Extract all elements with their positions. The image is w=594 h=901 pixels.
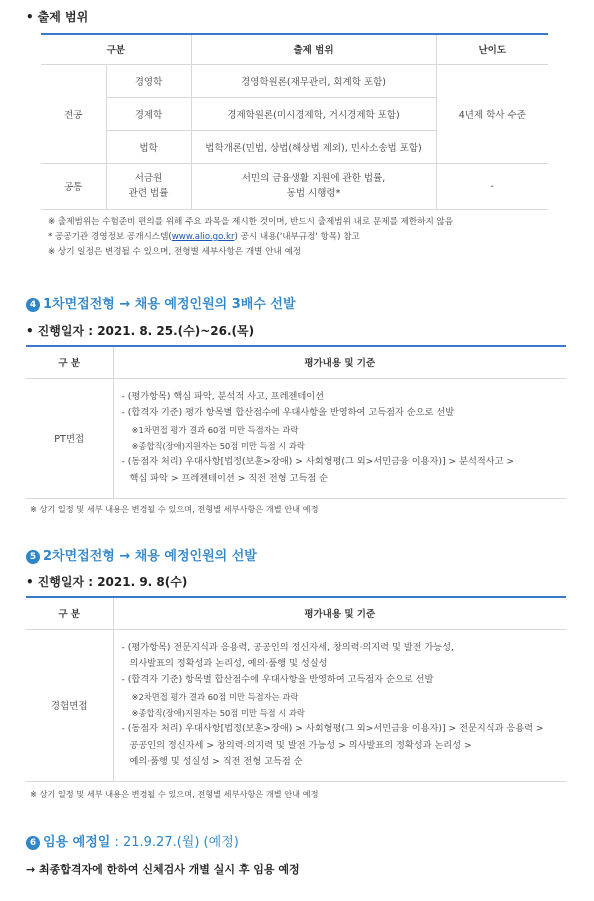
subject-cell: 법학 — [106, 130, 191, 163]
common-label: 공통 — [41, 163, 106, 209]
criteria-line: 의사발표의 정확성과 논리성, 예의·품행 및 성실성 — [129, 658, 328, 670]
step6-title-text: 임용 예정일 — [43, 835, 111, 850]
criteria-line: - (합격자 기준) 항목별 합산점수에 우대사항을 반영하여 고득점자 순으로 선발 — [121, 674, 434, 686]
major-label: 전공 — [41, 64, 106, 163]
step5-title — [26, 545, 257, 564]
common-range-line2: 동법 시행령* — [286, 188, 341, 199]
subject-cell: 경제학 — [106, 97, 191, 130]
step5-row-label: 경험면접 — [26, 629, 113, 781]
scope-section-title: • 출제 범위 — [26, 10, 89, 24]
step4-date-text: 진행일자 : 2021. 8. 25.(수)~26.(목) — [37, 324, 255, 338]
step5-title-text: 2차면접전형 → 채용 예정인원의 선발 — [43, 549, 257, 564]
criteria-subnote: ※종합직(장애)지원자는 50점 미만 득점 시 과락 — [131, 708, 305, 718]
scope-notes — [48, 215, 453, 260]
common-range — [191, 163, 436, 209]
step4-number-icon: 4 — [26, 298, 40, 312]
subject-cell: 경영학 — [106, 64, 191, 97]
alio-link[interactable]: www.alio.go.kr — [171, 232, 235, 242]
common-range-line1: 서민의 금융생활 지원에 관한 법률, — [241, 173, 386, 184]
criteria-line: - (합격자 기준) 평가 항목별 합산점수에 우대사항을 반영하여 고득점자 순으로 선발 — [121, 407, 455, 419]
criteria-line: - (동점자 처리) 우대사항[법정(보훈>장애) > 사회형평(그 외>서민금융 이용자)] > 분석적사고 > — [121, 456, 515, 468]
criteria-line: - (평가항목) 핵심 파악, 분석적 사고, 프레젠테이션 — [121, 391, 324, 403]
common-level: - — [436, 163, 548, 209]
header-level: 난이도 — [436, 34, 548, 64]
scope-title-text: 출제 범위 — [37, 10, 89, 24]
step4-table — [26, 345, 566, 499]
step5-date-text: 진행일자 : 2021. 9. 8(수) — [37, 575, 188, 589]
criteria-line: 핵심 파악 > 프레젠테이션 > 직전 전형 고득점 순 — [129, 472, 329, 484]
major-level: 4년제 학사 수준 — [436, 64, 548, 163]
criteria-line: 예의·품행 및 성실성 > 직전 전형 고득점 순 — [129, 755, 303, 767]
step4-criteria — [113, 378, 566, 498]
step4-row-label: PT면접 — [26, 378, 113, 498]
common-subject — [106, 163, 191, 209]
step5-date: • 진행일자 : 2021. 9. 8(수) — [26, 575, 188, 589]
step6-number-icon: 6 — [26, 836, 40, 850]
criteria-line: 공공인의 정신자세 > 창의력·의지력 및 발전 가능성 > 의사발표의 정확성과 논리성 > — [129, 739, 472, 751]
step4-header-criteria: 평가내용 및 기준 — [113, 346, 566, 378]
criteria-subnote: ※2차면접 평가 결과 60점 미만 득점자는 과락 — [131, 691, 299, 702]
step4-date: • 진행일자 : 2021. 8. 25.(수)~26.(목) — [26, 324, 255, 338]
step4-title-text: 1차면접전형 → 채용 예정인원의 3배수 선발 — [43, 297, 296, 312]
scope-note-3: ※ 상기 일정은 변경될 수 있으며, 전형별 세부사항은 개별 안내 예정 — [48, 247, 302, 257]
criteria-subnote: ※1차면접 평가 결과 60점 미만 득점자는 과락 — [131, 424, 299, 435]
step5-header-category: 구 분 — [26, 597, 113, 629]
range-cell: 경영학원론(재무관리, 회계학 포함) — [191, 64, 436, 97]
step6-date: : 21.9.27.(월) (예정) — [110, 835, 239, 850]
scope-note-2 — [48, 230, 453, 245]
range-cell: 법학개론(민법, 상법(해상법 제외), 민사소송법 포함) — [191, 130, 436, 163]
step5-number-icon: 5 — [26, 550, 40, 564]
step6-title — [26, 831, 239, 850]
scope-note-2-pre: * 공공기관 경영정보 공개시스템( — [48, 232, 172, 242]
scope-table — [41, 33, 548, 210]
step4-title — [26, 293, 296, 312]
criteria-subnote: ※종합직(장애)지원자는 50점 미만 득점 시 과락 — [131, 441, 305, 451]
criteria-line: - (동점자 처리) 우대사항[법정(보훈>장애) > 사회형평(그 외>서민금융 이용자)] > 전문지식과 응용력 > — [121, 723, 544, 735]
step4-header-category: 구 분 — [26, 346, 113, 378]
header-range: 출제 범위 — [191, 34, 436, 64]
header-category: 구분 — [41, 34, 191, 64]
scope-note-2-post: ) 공시 내용('내부규정' 항목) 참고 — [234, 232, 360, 242]
final-note: → 최종합격자에 한하여 신체검사 개별 실시 후 임용 예정 — [26, 863, 300, 876]
common-subject-line1: 서금원 — [134, 173, 163, 184]
step5-header-criteria: 평가내용 및 기준 — [113, 597, 566, 629]
step4-note: ※ 상기 일정 및 세부 내용은 변경될 수 있으며, 전형별 세부사항은 개별 안내 예정 — [30, 504, 319, 514]
common-subject-line2: 관련 법률 — [128, 188, 169, 199]
criteria-line: - (평가항목) 전문지식과 응용력, 공공인의 정신자세, 창의력·의지력 및 발전 가능성, — [121, 641, 454, 653]
range-cell: 경제학원론(미시경제학, 거시경제학 포함) — [191, 97, 436, 130]
scope-note-1: ※ 출제범위는 수험준비 편의를 위해 주요 과목을 제시한 것이며, 반드시 출제범위 내로 문제를 제한하지 않음 — [48, 217, 454, 227]
step5-note: ※ 상기 일정 및 세부 내용은 변경될 수 있으며, 전형별 세부사항은 개별 안내 예정 — [30, 789, 319, 799]
step5-table — [26, 596, 566, 782]
step5-criteria — [113, 629, 566, 781]
